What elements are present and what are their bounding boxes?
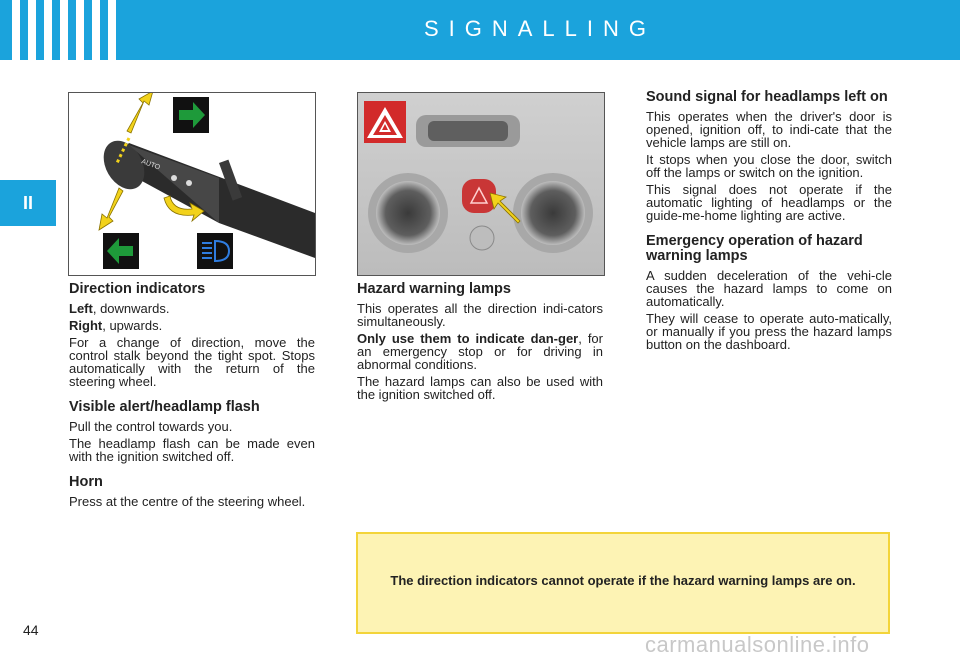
page-title: SIGNALLING [423, 16, 657, 41]
direction-left-text: Left, downwards. [69, 301, 170, 316]
hazard-ignition-text: The hazard lamps can also be used with the ignition switched off. [357, 374, 603, 402]
alert-flash-text: The headlamp flash can be made even with the ignition switched off. [69, 436, 315, 464]
red-hazard-triangle-icon [364, 101, 406, 143]
chapter-tab[interactable]: II [0, 180, 56, 226]
visible-alert-heading: Visible alert/headlamp flash [69, 399, 260, 415]
alert-pull-text: Pull the control towards you. [69, 419, 233, 434]
hazard-danger-text: Only use them to indicate dan-ger, for an emergency stop or for driving in abnormal conditions. [357, 331, 603, 372]
green-right-arrow-icon [173, 97, 209, 133]
stalk-illustration [68, 92, 316, 276]
blue-headlamp-icon [197, 233, 233, 269]
direction-right-text: Right, upwards. [69, 318, 163, 333]
sound-operates-text: This operates when the driver's door is opened, ignition off, to indi-cate that the vehicle lamps are still on. [646, 109, 892, 150]
direction-change-text: For a change of direction, move the control stalk beyond the tight spot. Stops automatically with the return of the steering wheel. [69, 335, 315, 389]
green-left-arrow-icon [103, 233, 139, 269]
hazard-lamps-heading: Hazard warning lamps [357, 281, 511, 297]
direction-indicators-heading: Direction indicators [69, 281, 206, 297]
sound-stops-text: It stops when you close the door, switch off the lamps or switch on the ignition. [646, 152, 892, 180]
header-bar [0, 0, 960, 60]
horn-heading: Horn [69, 474, 103, 490]
sound-not-operate-text: This signal does not operate if the automatic lighting of headlamps or the guide-me-home lighting are active. [646, 182, 892, 223]
horn-text: Press at the centre of the steering wheel. [69, 494, 306, 509]
column-left [69, 282, 315, 512]
hazard-operates-text: This operates all the direction indi-cators simultaneously. [357, 301, 603, 329]
emergency-cease-text: They will cease to operate auto-matically, or manually if you press the hazard lamps button on the dashboard. [646, 311, 892, 352]
svg-text:AUTO: AUTO [140, 158, 161, 172]
column-right [646, 90, 892, 355]
column-middle [357, 282, 603, 405]
warning-note-text: The direction indicators cannot operate if the hazard warning lamps are on. [390, 573, 856, 588]
sound-signal-heading: Sound signal for headlamps left on [646, 89, 888, 105]
emergency-operation-heading: Emergency operation of hazard warning lamps [646, 233, 863, 264]
emergency-deceleration-text: A sudden deceleration of the vehi-cle causes the hazard lamps to come on automatically. [646, 268, 892, 309]
watermark: carmanualsonline.info [645, 632, 870, 657]
warning-note-box [356, 532, 890, 634]
page-number: 44 [23, 622, 39, 638]
dashboard-illustration [357, 92, 605, 276]
